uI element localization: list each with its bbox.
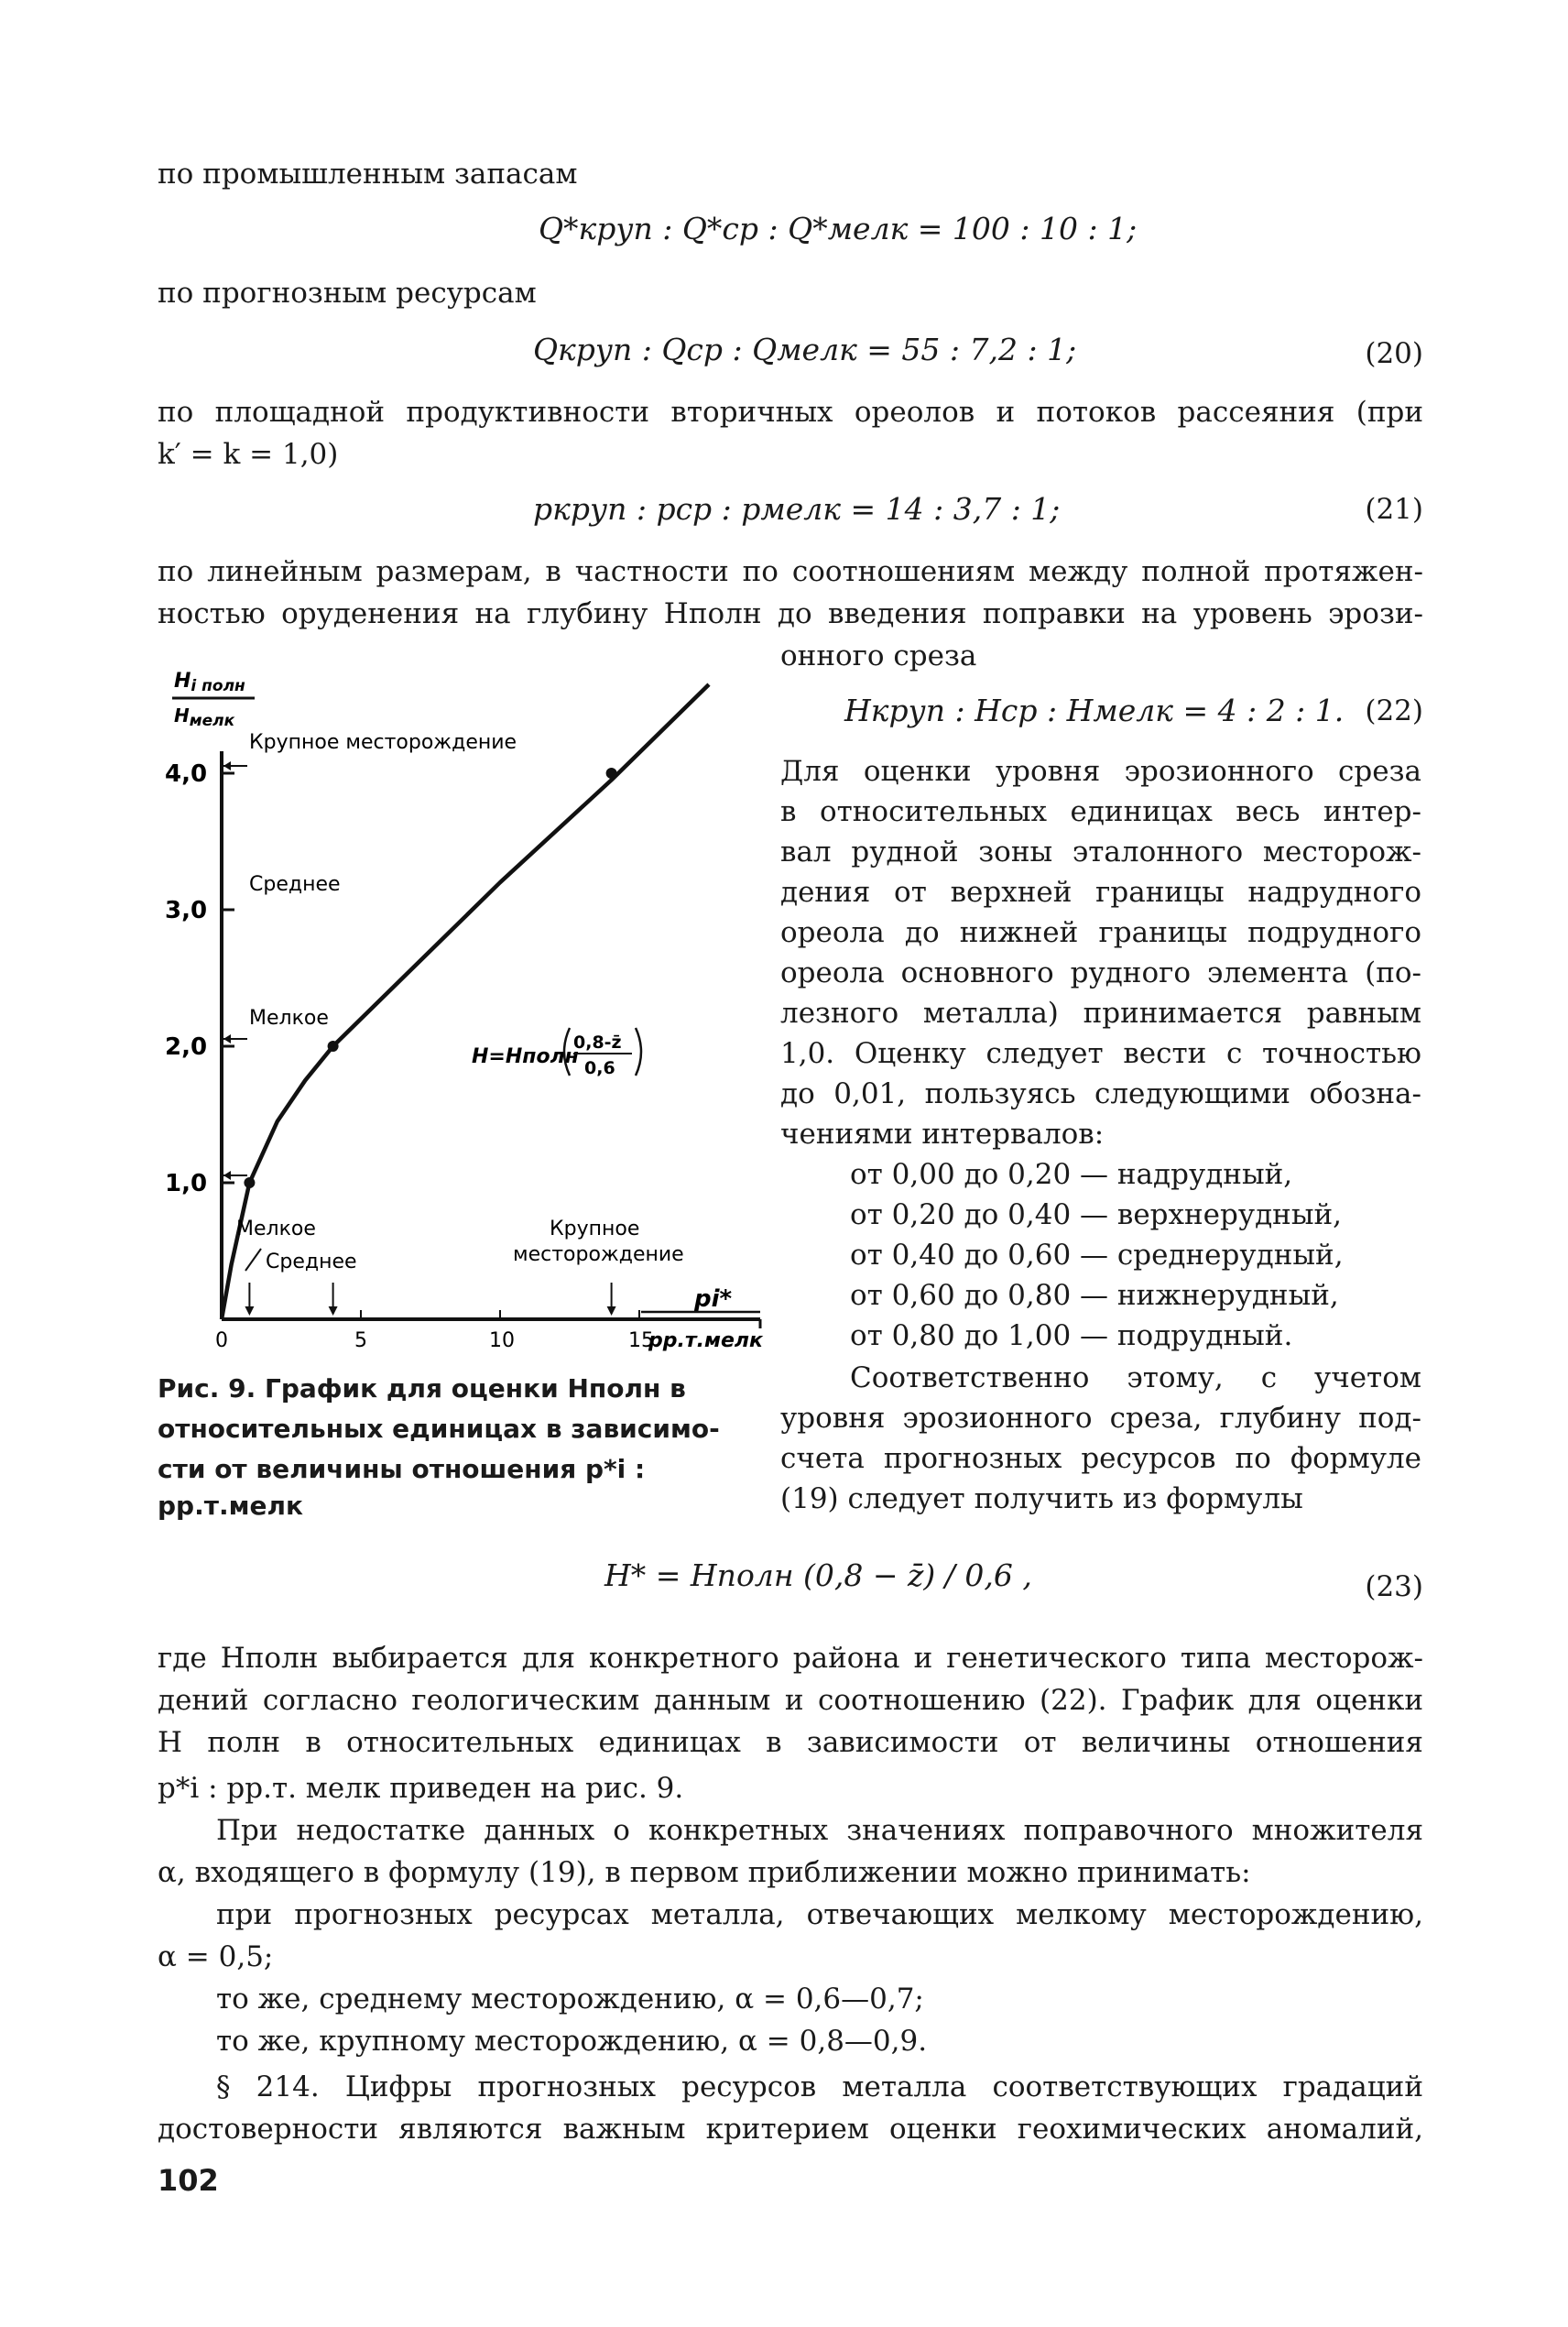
interval-1: от 0,00 до 0,20 — надрудный, <box>850 1158 1293 1191</box>
line-3b: k′ = k = 1,0) <box>158 438 339 471</box>
y-tick-label: 2,0 <box>165 1033 208 1061</box>
x-marker-label-large-1: Крупное <box>550 1218 640 1240</box>
point-arrow-medium-head <box>223 1034 231 1043</box>
y-axis-label-top: Hi полн <box>174 670 245 695</box>
y-tick-label: 1,0 <box>165 1170 208 1197</box>
right-line-3: вал рудной зоны эталонного месторож- <box>780 836 1421 869</box>
para-line-10: то же, крупному месторождению, α = 0,8—0,9. <box>216 2025 928 2058</box>
right-line-10: чениями интервалов: <box>780 1118 1105 1151</box>
equation-number-23: (23) <box>1365 1570 1423 1603</box>
para-line-7: при прогнозных ресурсах металла, отвечающих мелкому месторождению, <box>216 1898 1423 1931</box>
right-line-1: Для оценки уровня эрозионного среза <box>780 755 1421 788</box>
y-tick-label: 4,0 <box>165 760 208 788</box>
line-3a: по площадной продуктивности вторичных ореолов и потоков рассеяния (при <box>158 396 1423 429</box>
figure-caption-3: сти от величины отношения p*i : pр.т.мелк <box>158 1454 646 1521</box>
x-tick-label: 5 <box>354 1329 367 1352</box>
figure-caption-2: относительных единицах в зависимо- <box>158 1414 720 1444</box>
line-2: по прогнозным ресурсам <box>158 277 537 310</box>
equation-22: Hкруп : Hср : Hмелк = 4 : 2 : 1. <box>844 693 1345 728</box>
x-marker-label-large-2: месторождение <box>513 1243 684 1266</box>
right-line-5: ореола до нижней границы подрудного <box>780 916 1421 949</box>
right-line-6: ореола основного рудного элемента (по- <box>780 956 1421 989</box>
para-line-8: α = 0,5; <box>158 1940 274 1973</box>
x-marker-slash <box>245 1249 261 1271</box>
para-line-6: α, входящего в формулу (19), в первом приближении можно принимать: <box>158 1856 1251 1889</box>
right-line-14: (19) следует получить из формулы <box>780 1482 1303 1515</box>
para-line-9: то же, среднему месторождению, α = 0,6—0,7; <box>216 1983 924 2016</box>
chart-marked-point <box>244 1177 255 1188</box>
y-axis-label-bottom: $H_{мелк}$ <box>174 705 235 730</box>
para-line-2: дений согласно геологическим данным и соотношению (22). График для оценки <box>158 1684 1423 1717</box>
x-tick-label: 15 <box>628 1329 654 1352</box>
x-marker-label-small: Мелкое <box>236 1218 316 1240</box>
x-marker-arrow-head <box>245 1306 254 1316</box>
formula-denominator: 0,6 <box>584 1058 615 1078</box>
figure-caption-1: Рис. 9. График для оценки Hполн в <box>158 1373 686 1404</box>
equation-20: Qкруп : Qср : Qмелк = 55 : 7,2 : 1; <box>533 332 1077 367</box>
interval-2: от 0,20 до 0,40 — верхнерудный, <box>850 1198 1343 1231</box>
para-line-11: § 214. Цифры прогнозных ресурсов металла соответствующих градаций <box>216 2070 1423 2103</box>
right-line-4: дения от верхней границы надрудного <box>780 876 1421 909</box>
chart-marked-point <box>606 768 617 779</box>
para-line-12: достоверности являются важным критерием оценки геохимических аномалий, <box>158 2113 1423 2146</box>
figure-9-chart <box>147 660 769 1356</box>
formula-paren-right <box>636 1028 641 1076</box>
equation-number-21: (21) <box>1365 493 1423 526</box>
para-line-5: При недостатке данных о конкретных значениях поправочного множителя <box>216 1814 1423 1847</box>
equation-23: H* = Hполн (0,8 − z̄) / 0,6 , <box>604 1557 1032 1593</box>
x-marker-arrow-head <box>607 1306 616 1316</box>
x-axis-label-top: pi* <box>694 1285 733 1313</box>
equation-number-22: (22) <box>1365 694 1423 727</box>
right-line-8: 1,0. Оценку следует вести с точностью <box>780 1037 1421 1070</box>
line-1: по промышленным запасам <box>158 158 578 191</box>
interval-4: от 0,60 до 0,80 — нижнерудный, <box>850 1279 1339 1312</box>
chart-formula: H=Hполн <box>472 1045 579 1068</box>
interval-5: от 0,80 до 1,00 — подрудный. <box>850 1319 1293 1352</box>
line-4c: онного среза <box>780 639 977 672</box>
point-arrow-small-head <box>223 1171 231 1180</box>
right-line-7: лезного металла) принимается равным <box>780 997 1421 1030</box>
y-tick-label: 3,0 <box>165 897 208 924</box>
right-line-12: уровня эрозионного среза, глубину под- <box>780 1402 1421 1435</box>
equation-1: Q*круп : Q*ср : Q*мелк = 100 : 10 : 1; <box>539 211 1138 246</box>
x-tick-label: 0 <box>215 1329 228 1352</box>
interval-3: от 0,40 до 0,60 — среднерудный, <box>850 1239 1344 1272</box>
para-line-4: p*i : pр.т. мелк приведен на рис. 9. <box>158 1772 684 1805</box>
point-label-large: Крупное месторождение <box>249 731 517 754</box>
chart-marked-point <box>328 1041 339 1052</box>
para-line-3: H полн в относительных единицах в зависимости от величины отношения <box>158 1726 1423 1759</box>
right-line-9: до 0,01, пользуясь следующими обозна- <box>780 1077 1421 1110</box>
point-arrow-large-head <box>223 761 231 770</box>
point-label-medium: Среднее <box>249 873 341 896</box>
line-4b: ностью оруденения на глубину Hполн до введения поправки на уровень эрози- <box>158 597 1423 630</box>
para-line-1: где Hполн выбирается для конкретного района и генетического типа месторож- <box>158 1642 1423 1675</box>
equation-number-20: (20) <box>1365 337 1423 370</box>
x-marker-arrow-head <box>329 1306 338 1316</box>
equation-21: pкруп : pср : pмелк = 14 : 3,7 : 1; <box>533 491 1061 527</box>
page-number: 102 <box>158 2163 219 2198</box>
point-label-small: Мелкое <box>249 1007 329 1030</box>
x-tick-label: 10 <box>489 1329 515 1352</box>
line-4a: по линейным размерам, в частности по соотношениям между полной протяжен- <box>158 555 1423 588</box>
right-line-11: Соответственно этому, с учетом <box>850 1361 1421 1394</box>
right-line-2: в относительных единицах весь интер- <box>780 795 1421 828</box>
formula-numerator: 0,8-z̄ <box>573 1032 622 1053</box>
x-axis-label-bottom: pр.т.мелк <box>648 1329 763 1352</box>
right-line-13: счета прогнозных ресурсов по формуле <box>780 1442 1421 1475</box>
x-marker-label-medium: Среднее <box>266 1251 357 1273</box>
